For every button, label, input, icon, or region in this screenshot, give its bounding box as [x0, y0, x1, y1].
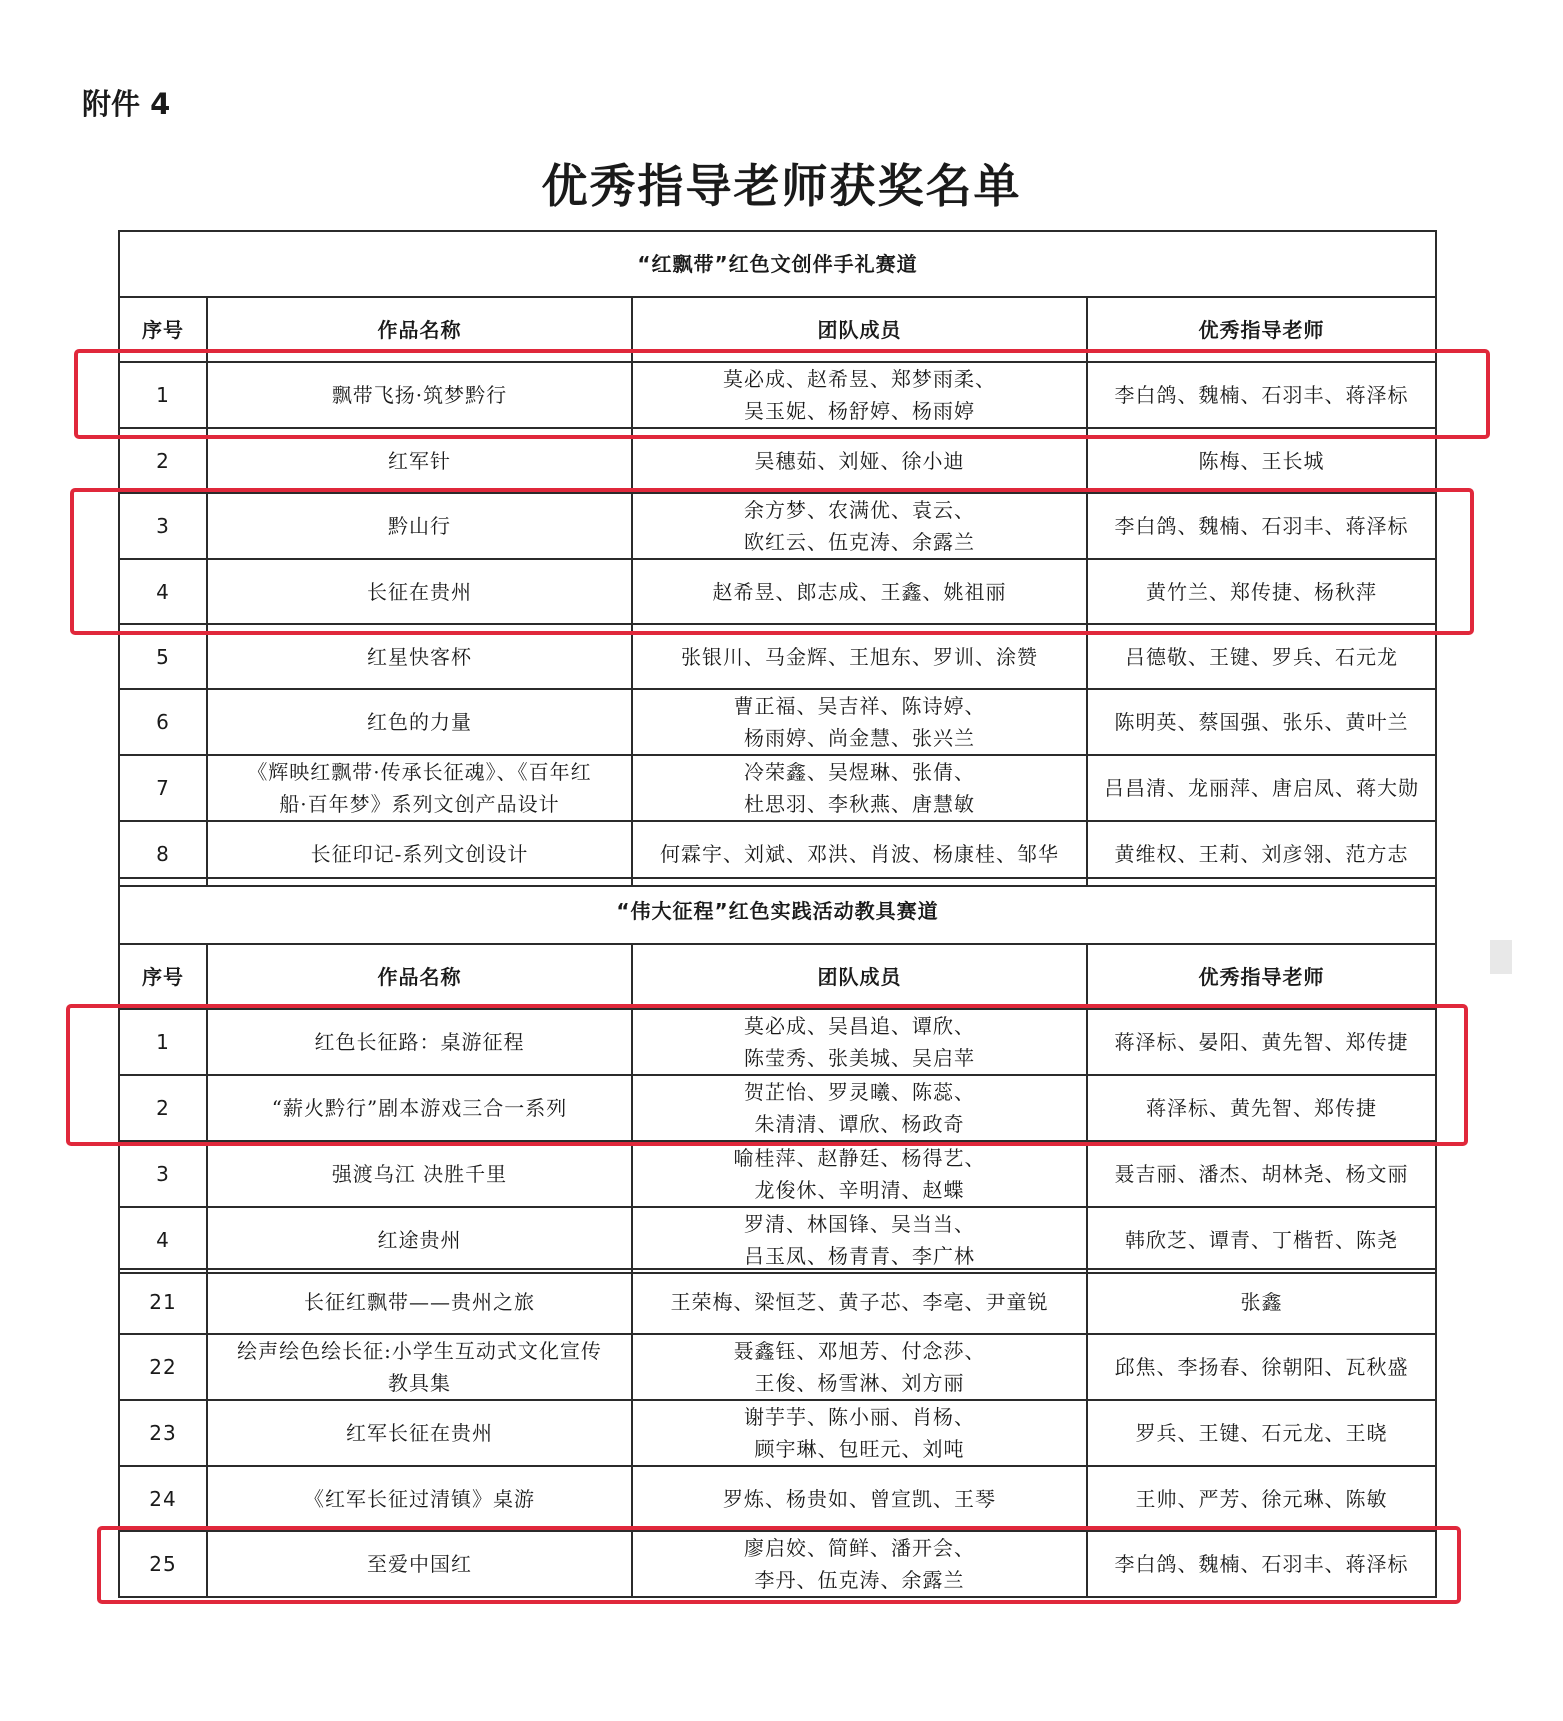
cell-line: 强渡乌江 决胜千里	[331, 1162, 508, 1186]
row-number: 3	[119, 1141, 207, 1207]
row-number: 25	[119, 1531, 207, 1597]
cell-line: 长征红飘带——贵州之旅	[304, 1289, 535, 1314]
column-header-number: 序号	[119, 944, 207, 1009]
work-name-cell	[207, 1466, 632, 1531]
table-row	[119, 1009, 1436, 1075]
team-members-cell	[632, 428, 1087, 493]
work-name-cell	[207, 428, 632, 493]
teachers-cell	[1087, 1009, 1436, 1075]
cell-line: 莫必成、吴昌追、谭欣、	[744, 1014, 975, 1038]
section-title: “伟大征程”红色实践活动教具赛道	[119, 878, 1436, 944]
teachers-cell	[1087, 1334, 1436, 1400]
section-title-row	[119, 878, 1436, 944]
cell-line: 李丹、伍克涛、余露兰	[754, 1568, 965, 1592]
cell-line: 莫必成、赵希昱、郑梦雨柔、	[723, 367, 996, 391]
table-row	[119, 624, 1436, 689]
section-table-great-journey	[118, 877, 1437, 1274]
row-number: 4	[119, 559, 207, 624]
cell-line: 邱焦、李扬春、徐朝阳、瓦秋盛	[1114, 1355, 1409, 1379]
teachers-cell	[1087, 1269, 1436, 1334]
work-name-cell	[207, 559, 632, 624]
team-members-cell	[632, 362, 1087, 428]
teachers-cell	[1087, 755, 1436, 821]
team-members-cell	[632, 755, 1087, 821]
teachers-cell	[1087, 1075, 1436, 1141]
row-number: 6	[119, 689, 207, 755]
row-number: 21	[119, 1269, 207, 1334]
cell-line: 至爱中国红	[367, 1552, 472, 1576]
section-table-continued	[118, 1268, 1437, 1598]
cell-line: 朱清清、谭欣、杨政奇	[754, 1112, 965, 1136]
cell-line: 黄竹兰、郑传捷、杨秋萍	[1146, 579, 1377, 604]
row-number: 23	[119, 1400, 207, 1466]
cell-line: 红色的力量	[367, 710, 472, 734]
scroll-marker	[1490, 940, 1512, 974]
cell-line: 龙俊休、辛明清、赵蝶	[754, 1178, 965, 1202]
column-header-teachers: 优秀指导老师	[1087, 297, 1436, 362]
cell-line: 喻桂萍、赵静廷、杨得艺、	[733, 1146, 986, 1170]
row-number: 4	[119, 1207, 207, 1273]
cell-line: 红军长征在贵州	[346, 1421, 493, 1445]
teachers-cell	[1087, 689, 1436, 755]
header-row	[119, 297, 1436, 362]
cell-line: 陈莹秀、张美城、吴启苹	[744, 1046, 975, 1070]
row-number: 1	[119, 1009, 207, 1075]
cell-line: 聂鑫钰、邓旭芳、付念莎、	[733, 1339, 986, 1363]
cell-line: 红星快客杯	[367, 644, 472, 669]
team-members-cell	[632, 624, 1087, 689]
cell-line: 曹正福、吴吉祥、陈诗婷、	[733, 694, 986, 718]
work-name-cell	[207, 1531, 632, 1597]
table-row	[119, 1466, 1436, 1531]
cell-line: 红军针	[388, 448, 451, 473]
cell-line: 王帅、严芳、徐元琳、陈敏	[1135, 1486, 1388, 1511]
cell-line: 贺芷怡、罗灵曦、陈蕊、	[744, 1080, 975, 1104]
column-header-team-members: 团队成员	[632, 297, 1087, 362]
work-name-cell	[207, 493, 632, 559]
row-number: 22	[119, 1334, 207, 1400]
cell-line: 红色长征路：桌游征程	[314, 1030, 525, 1054]
cell-line: 吴玉妮、杨舒婷、杨雨婷	[744, 399, 975, 423]
table-row	[119, 1531, 1436, 1597]
cell-line: 吴穗茹、刘娅、徐小迪	[754, 448, 965, 473]
team-members-cell	[632, 1141, 1087, 1207]
work-name-cell	[207, 1009, 632, 1075]
teachers-cell	[1087, 1141, 1436, 1207]
cell-line: 教具集	[388, 1371, 451, 1395]
cell-line: 王荣梅、梁恒芝、黄子芯、李亳、尹童锐	[670, 1289, 1049, 1314]
teachers-cell	[1087, 428, 1436, 493]
table-row	[119, 559, 1436, 624]
teachers-cell	[1087, 1207, 1436, 1273]
teachers-cell	[1087, 1466, 1436, 1531]
table-row	[119, 1207, 1436, 1273]
cell-line: 聂吉丽、潘杰、胡林尧、杨文丽	[1114, 1162, 1409, 1186]
cell-line: 陈明英、蔡国强、张乐、黄叶兰	[1114, 710, 1409, 734]
cell-line: 李白鸽、魏楠、石羽丰、蒋泽标	[1114, 514, 1409, 538]
team-members-cell	[632, 1531, 1087, 1597]
cell-line: 陈梅、王长城	[1198, 448, 1325, 473]
table-row	[119, 428, 1436, 493]
cell-line: 张鑫	[1240, 1289, 1283, 1314]
cell-line: 何霖宇、刘斌、邓洪、肖波、杨康桂、邹华	[660, 841, 1059, 866]
cell-line: 王俊、杨雪淋、刘方丽	[754, 1371, 965, 1395]
document-title: 优秀指导老师获奖名单	[541, 159, 1022, 213]
cell-line: 杨雨婷、尚金慧、张兴兰	[744, 726, 975, 750]
cell-line: 长征印记-系列文创设计	[310, 841, 529, 866]
cell-line: 黄维权、王莉、刘彦翎、范方志	[1114, 841, 1409, 866]
work-name-cell	[207, 1075, 632, 1141]
table-row	[119, 689, 1436, 755]
cell-line: 吕德敬、王键、罗兵、石元龙	[1125, 644, 1398, 669]
teachers-cell	[1087, 362, 1436, 428]
header-row	[119, 944, 1436, 1009]
cell-line: 罗清、林国锋、吴当当、	[744, 1212, 975, 1236]
cell-line: 罗兵、王键、石元龙、王晓	[1135, 1421, 1388, 1445]
column-header-teachers: 优秀指导老师	[1087, 944, 1436, 1009]
cell-line: 绘声绘色绘长征:小学生互动式文化宣传	[237, 1339, 602, 1363]
cell-line: 杜思羽、李秋燕、唐慧敏	[744, 792, 975, 816]
cell-line: 张银川、马金辉、王旭东、罗训、涂赞	[681, 644, 1038, 669]
work-name-cell	[207, 689, 632, 755]
cell-line: 欧红云、伍克涛、余露兰	[744, 530, 975, 554]
cell-line: 赵希昱、郎志成、王鑫、姚祖丽	[712, 579, 1007, 604]
section-table-red-ribbon	[118, 230, 1437, 887]
work-name-cell	[207, 1400, 632, 1466]
team-members-cell	[632, 689, 1087, 755]
cell-line: 吕玉凤、杨青青、李广林	[744, 1244, 975, 1268]
cell-line: 船·百年梦》系列文创产品设计	[279, 792, 560, 816]
table-row	[119, 1334, 1436, 1400]
team-members-cell	[632, 1334, 1087, 1400]
team-members-cell	[632, 1400, 1087, 1466]
teachers-cell	[1087, 559, 1436, 624]
table-row	[119, 1400, 1436, 1466]
work-name-cell	[207, 624, 632, 689]
row-number: 2	[119, 1075, 207, 1141]
table-row	[119, 1269, 1436, 1334]
team-members-cell	[632, 1075, 1087, 1141]
cell-line: 长征在贵州	[367, 579, 472, 604]
work-name-cell	[207, 1334, 632, 1400]
team-members-cell	[632, 559, 1087, 624]
cell-line: 顾宇琳、包旺元、刘吨	[754, 1437, 965, 1461]
cell-line: 谢芋芋、陈小丽、肖杨、	[744, 1405, 975, 1429]
team-members-cell	[632, 1009, 1087, 1075]
team-members-cell	[632, 1207, 1087, 1273]
section-title: “红飘带”红色文创伴手礼赛道	[119, 231, 1436, 297]
table-row	[119, 362, 1436, 428]
cell-line: 李白鸽、魏楠、石羽丰、蒋泽标	[1114, 383, 1409, 407]
work-name-cell	[207, 755, 632, 821]
cell-line: 冷荣鑫、吴煜琳、张倩、	[744, 760, 975, 784]
cell-line: 罗炼、杨贵如、曾宣凯、王琴	[723, 1486, 996, 1511]
cell-line: 红途贵州	[377, 1228, 462, 1252]
attachment-label: 附件 4	[82, 87, 171, 121]
cell-line: “薪火黔行”剧本游戏三合一系列	[271, 1096, 568, 1120]
cell-line: 《辉映红飘带·传承长征魂》、《百年红	[247, 760, 592, 784]
teachers-cell	[1087, 1400, 1436, 1466]
column-header-number: 序号	[119, 297, 207, 362]
column-header-work-name: 作品名称	[207, 944, 632, 1009]
cell-line: 韩欣芝、谭青、丁楷哲、陈尧	[1125, 1228, 1398, 1252]
column-header-work-name: 作品名称	[207, 297, 632, 362]
row-number: 1	[119, 362, 207, 428]
row-number: 2	[119, 428, 207, 493]
cell-line: 廖启姣、简鲜、潘开会、	[744, 1536, 975, 1560]
column-header-team-members: 团队成员	[632, 944, 1087, 1009]
row-number: 8	[119, 821, 207, 886]
team-members-cell	[632, 493, 1087, 559]
cell-line: 飘带飞扬·筑梦黔行	[331, 383, 508, 407]
teachers-cell	[1087, 493, 1436, 559]
cell-line: 吕昌清、龙丽萍、唐启凤、蒋大勋	[1104, 776, 1419, 800]
work-name-cell	[207, 1269, 632, 1334]
table-row	[119, 1141, 1436, 1207]
work-name-cell	[207, 362, 632, 428]
table-row	[119, 755, 1436, 821]
cell-line: 李白鸽、魏楠、石羽丰、蒋泽标	[1114, 1552, 1409, 1576]
work-name-cell	[207, 1207, 632, 1273]
table-row	[119, 1075, 1436, 1141]
work-name-cell	[207, 1141, 632, 1207]
row-number: 7	[119, 755, 207, 821]
row-number: 3	[119, 493, 207, 559]
cell-line: 蒋泽标、晏阳、黄先智、郑传捷	[1114, 1030, 1409, 1054]
cell-line: 余方梦、农满优、袁云、	[744, 498, 975, 522]
teachers-cell	[1087, 1531, 1436, 1597]
team-members-cell	[632, 1269, 1087, 1334]
table-row	[119, 493, 1436, 559]
cell-line: 《红军长征过清镇》桌游	[304, 1486, 535, 1511]
cell-line: 黔山行	[388, 514, 451, 538]
row-number: 5	[119, 624, 207, 689]
row-number: 24	[119, 1466, 207, 1531]
section-title-row	[119, 231, 1436, 297]
cell-line: 蒋泽标、黄先智、郑传捷	[1146, 1096, 1377, 1120]
team-members-cell	[632, 1466, 1087, 1531]
teachers-cell	[1087, 624, 1436, 689]
